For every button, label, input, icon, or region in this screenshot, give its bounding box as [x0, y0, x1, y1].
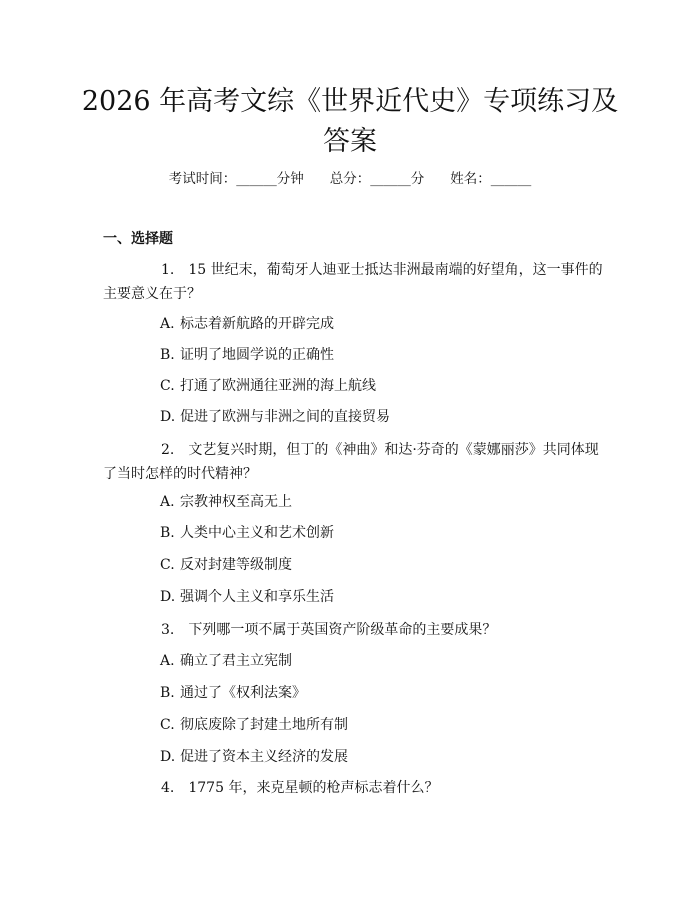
question-1-option-b: [160, 346, 334, 364]
question-2-option-c: [160, 556, 292, 574]
question-3: [103, 618, 603, 642]
option-letter: D.: [160, 409, 176, 425]
option-letter: A.: [160, 494, 175, 510]
option-text: 反对封建等级制度: [180, 557, 292, 573]
option-text: 促进了资本主义经济的发展: [180, 749, 348, 765]
question-number: 4.: [161, 780, 175, 796]
exam-info-line: [0, 170, 700, 188]
exam-name-field: 姓名：______: [450, 171, 532, 187]
option-letter: A.: [160, 316, 175, 332]
option-text: 强调个人主义和享乐生活: [180, 589, 334, 605]
question-1-option-d: [160, 408, 390, 426]
option-text: 彻底废除了封建土地所有制: [180, 717, 348, 733]
question-3-option-b: [160, 684, 306, 702]
question-3-option-a: [160, 652, 292, 670]
question-text: 1775 年，来克星顿的枪声标志着什么？: [188, 780, 439, 796]
option-letter: C.: [160, 557, 175, 573]
exam-time-field: 考试时间：______分钟: [168, 171, 304, 187]
question-4: [103, 776, 603, 800]
option-letter: C.: [160, 717, 175, 733]
option-letter: A.: [160, 653, 175, 669]
question-text: 下列哪一项不属于英国资产阶级革命的主要成果？: [188, 622, 497, 638]
option-letter: B.: [160, 347, 175, 363]
exam-score-field: 总分：______分: [329, 171, 425, 187]
question-1-option-a: [160, 315, 334, 333]
question-3-option-c: [160, 716, 348, 734]
option-letter: D.: [160, 749, 176, 765]
question-number: 1.: [161, 262, 175, 278]
option-text: 确立了君主立宪制: [180, 653, 292, 669]
option-letter: B.: [160, 685, 175, 701]
section-heading: 一、选择题: [103, 231, 173, 247]
question-text: 15 世纪末，葡萄牙人迪亚士抵达非洲最南端的好望角，这一事件的主要意义在于？: [103, 262, 603, 302]
option-text: 证明了地圆学说的正确性: [180, 347, 334, 363]
question-number: 3.: [161, 622, 175, 638]
question-2-option-d: [160, 588, 334, 606]
option-text: 人类中心主义和艺术创新: [180, 525, 334, 541]
option-text: 通过了《权利法案》: [180, 685, 306, 701]
question-1: [103, 258, 603, 306]
question-2-option-a: [160, 493, 292, 511]
option-letter: D.: [160, 589, 176, 605]
question-1-option-c: [160, 377, 376, 395]
option-text: 宗教神权至高无上: [180, 494, 292, 510]
option-text: 标志着新航路的开辟完成: [180, 316, 334, 332]
option-letter: B.: [160, 525, 175, 541]
question-2: [103, 438, 603, 486]
option-text: 打通了欧洲通往亚洲的海上航线: [180, 378, 376, 394]
question-number: 2.: [161, 442, 175, 458]
question-text: 文艺复兴时期，但丁的《神曲》和达·芬奇的《蒙娜丽莎》共同体现了当时怎样的时代精神？: [103, 442, 599, 482]
question-3-option-d: [160, 748, 348, 766]
question-2-option-b: [160, 524, 334, 542]
option-text: 促进了欧洲与非洲之间的直接贸易: [180, 409, 390, 425]
option-letter: C.: [160, 378, 175, 394]
document-title: 2026 年高考文综《世界近代史》专项练习及答案: [81, 86, 619, 157]
